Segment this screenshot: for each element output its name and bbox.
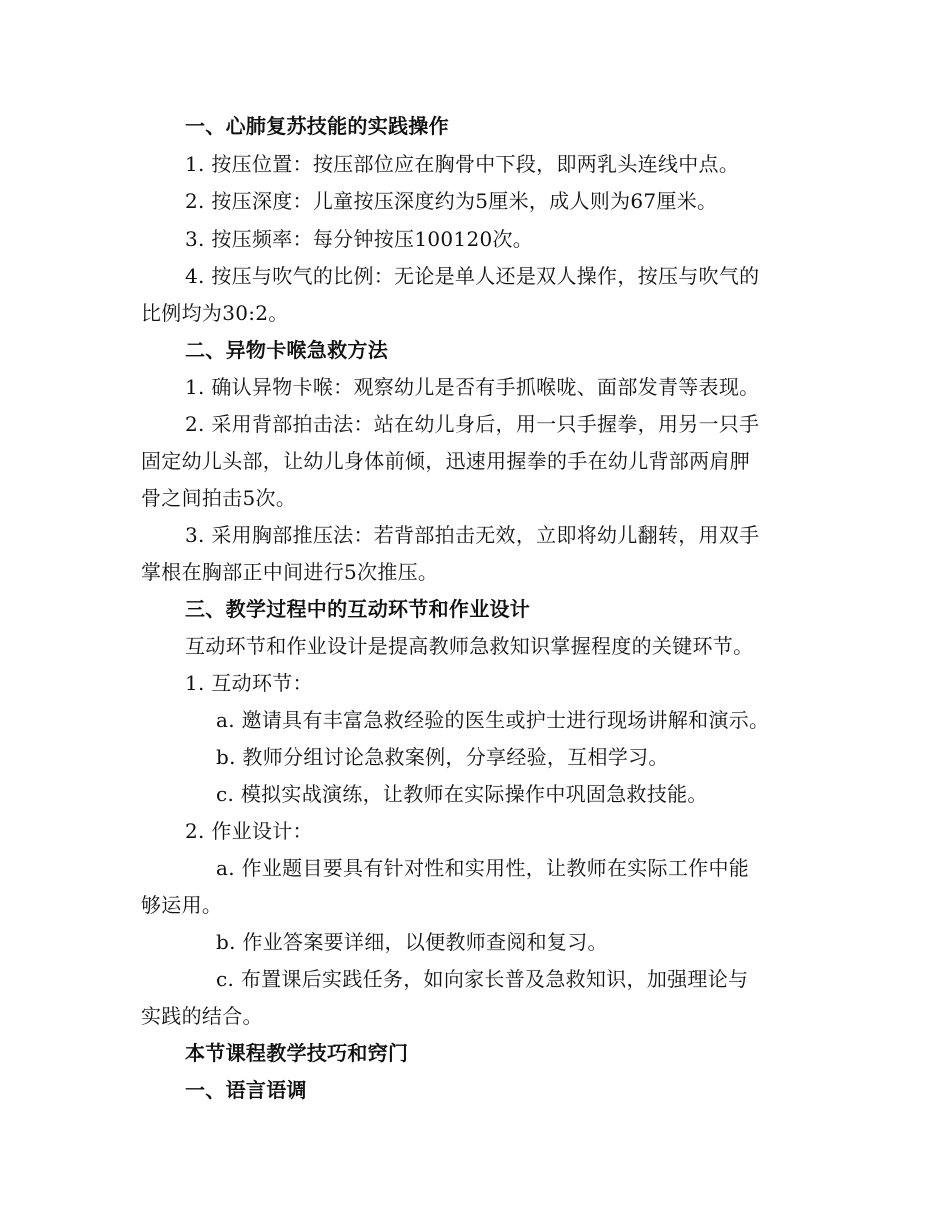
cpr-item-frequency: 3. 按压频率：每分钟按压100120次。 [185,227,534,251]
homework-subitem-a-line2: 够运用。 [141,893,223,917]
cpr-item-position: 1. 按压位置：按压部位应在胸骨中下段，即两乳头连线中点。 [185,152,740,176]
choking-item-chest-thrust-line2: 掌根在胸部正中间进行5次推压。 [141,560,439,584]
interaction-subitem-b: b. 教师分组讨论急救案例，分享经验，互相学习。 [216,745,669,769]
section-heading-choking: 二、异物卡喉急救方法 [185,338,388,362]
interaction-subitem-a: a. 邀请具有丰富急救经验的医生或护士进行现场讲解和演示。 [216,708,770,732]
homework-item: 2. 作业设计： [185,819,313,843]
choking-item-chest-thrust-line1: 3. 采用胸部推压法：若背部拍击无效，立即将幼儿翻转，用双手 [185,523,760,547]
cpr-item-ratio-line2: 比例均为30:2。 [141,301,289,325]
choking-item-confirm: 1. 确认异物卡喉：观察幼儿是否有手抓喉咙、面部发青等表现。 [185,375,760,399]
homework-subitem-c-line2: 实践的结合。 [141,1004,263,1028]
homework-subitem-b: b. 作业答案要详细，以便教师查阅和复习。 [216,930,608,954]
cpr-item-depth: 2. 按压深度：儿童按压深度约为5厘米，成人则为67厘米。 [185,189,718,213]
section-heading-interaction: 三、教学过程中的互动环节和作业设计 [185,597,531,621]
choking-item-back-blows-line2: 固定幼儿头部，让幼儿身体前倾，迅速用握拳的手在幼儿背部两肩胛 [141,449,750,473]
section-heading-tips: 本节课程教学技巧和窍门 [185,1041,409,1065]
section-heading-cpr: 一、心肺复苏技能的实践操作 [185,114,449,138]
homework-subitem-c-line1: c. 布置课后实践任务，如向家长普及急救知识，加强理论与 [216,967,749,991]
choking-item-back-blows-line1: 2. 采用背部拍击法：站在幼儿身后，用一只手握拳，用另一只手 [185,412,760,436]
interaction-item-activities: 1. 互动环节： [185,671,313,695]
interaction-subitem-c: c. 模拟实战演练，让教师在实际操作中巩固急救技能。 [216,782,708,806]
interaction-intro: 互动环节和作业设计是提高教师急救知识掌握程度的关键环节。 [185,634,754,658]
choking-item-back-blows-line3: 骨之间拍击5次。 [141,486,297,510]
cpr-item-ratio-line1: 4. 按压与吹气的比例：无论是单人还是双人操作，按压与吹气的 [185,264,760,288]
subheading-language-tone: 一、语言语调 [185,1078,307,1102]
homework-subitem-a-line1: a. 作业题目要具有针对性和实用性，让教师在实际工作中能 [216,856,750,880]
